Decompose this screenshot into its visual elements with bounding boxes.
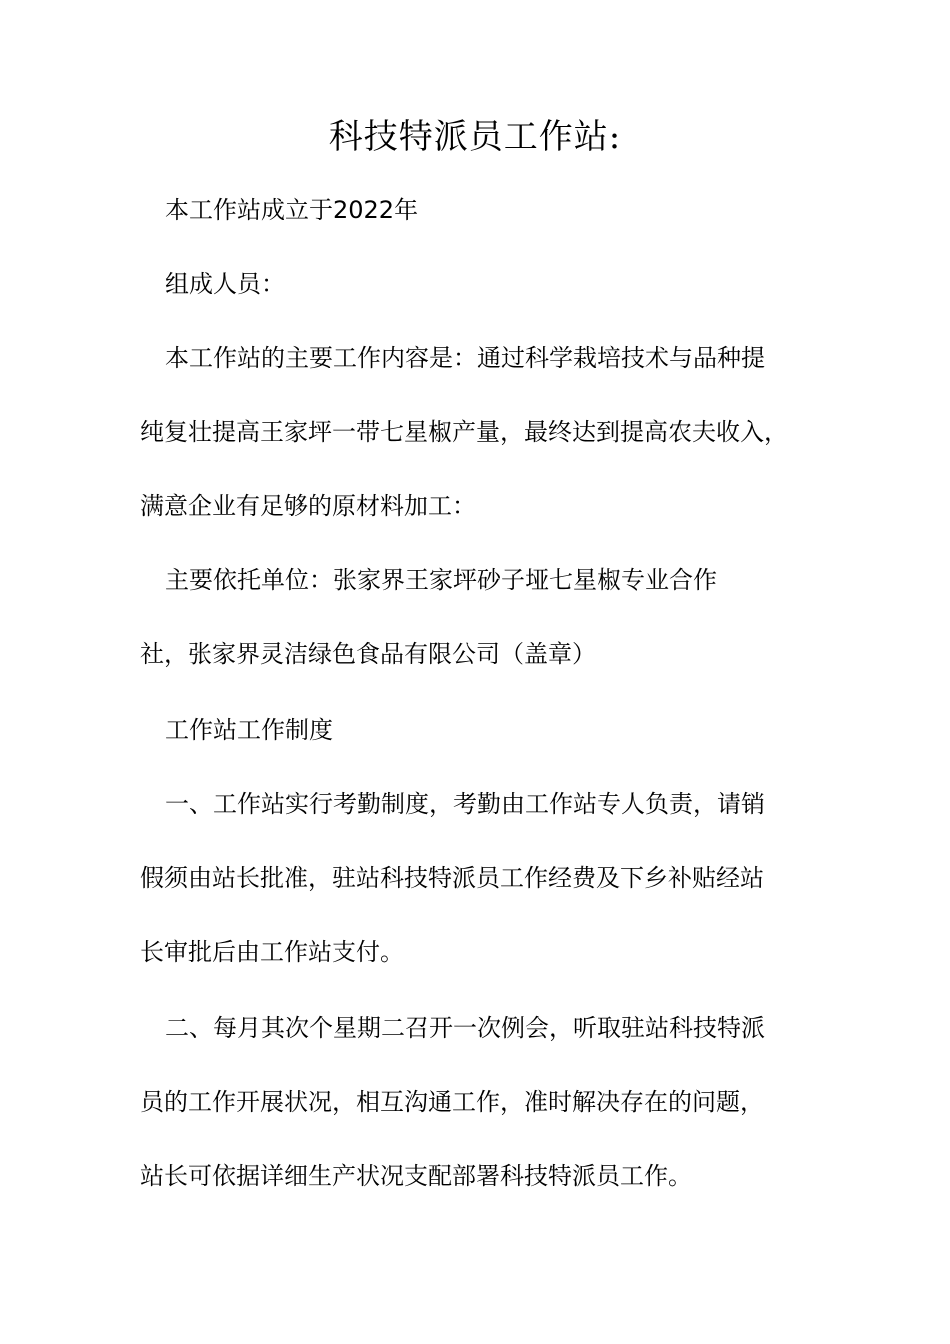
rule-one-line-1: 一、工作站实行考勤制度，考勤由工作站专人负责，请销: [165, 790, 765, 818]
rule-two-line-2: 员的工作开展状况，相互沟通工作，准时解决存在的问题，: [140, 1088, 764, 1116]
paragraph-established: 本工作站成立于2022年: [165, 196, 419, 224]
paragraph-members: 组成人员：: [165, 270, 285, 298]
rule-two-line-3: 站长可依据详细生产状况支配部署科技特派员工作。: [140, 1162, 692, 1190]
section-heading-rules: 工作站工作制度: [165, 716, 333, 744]
paragraph-units-line-1: 主要依托单位：张家界王家坪砂子垭七星椒专业合作: [165, 566, 717, 594]
document-title: 科技特派员工作站:: [328, 117, 622, 157]
rule-two-line-1: 二、每月其次个星期二召开一次例会，听取驻站科技特派: [165, 1014, 765, 1042]
rule-one-line-3: 长审批后由工作站支付。: [140, 938, 404, 966]
paragraph-main-work-line-1: 本工作站的主要工作内容是：通过科学栽培技术与品种提: [165, 344, 765, 372]
paragraph-units-line-2: 社，张家界灵洁绿色食品有限公司（盖章）: [140, 640, 596, 668]
paragraph-main-work-line-2: 纯复壮提高王家坪一带七星椒产量，最终达到提高农夫收入，: [140, 418, 788, 446]
rule-one-line-2: 假须由站长批准，驻站科技特派员工作经费及下乡补贴经站: [140, 864, 764, 892]
paragraph-main-work-line-3: 满意企业有足够的原材料加工：: [140, 492, 476, 520]
